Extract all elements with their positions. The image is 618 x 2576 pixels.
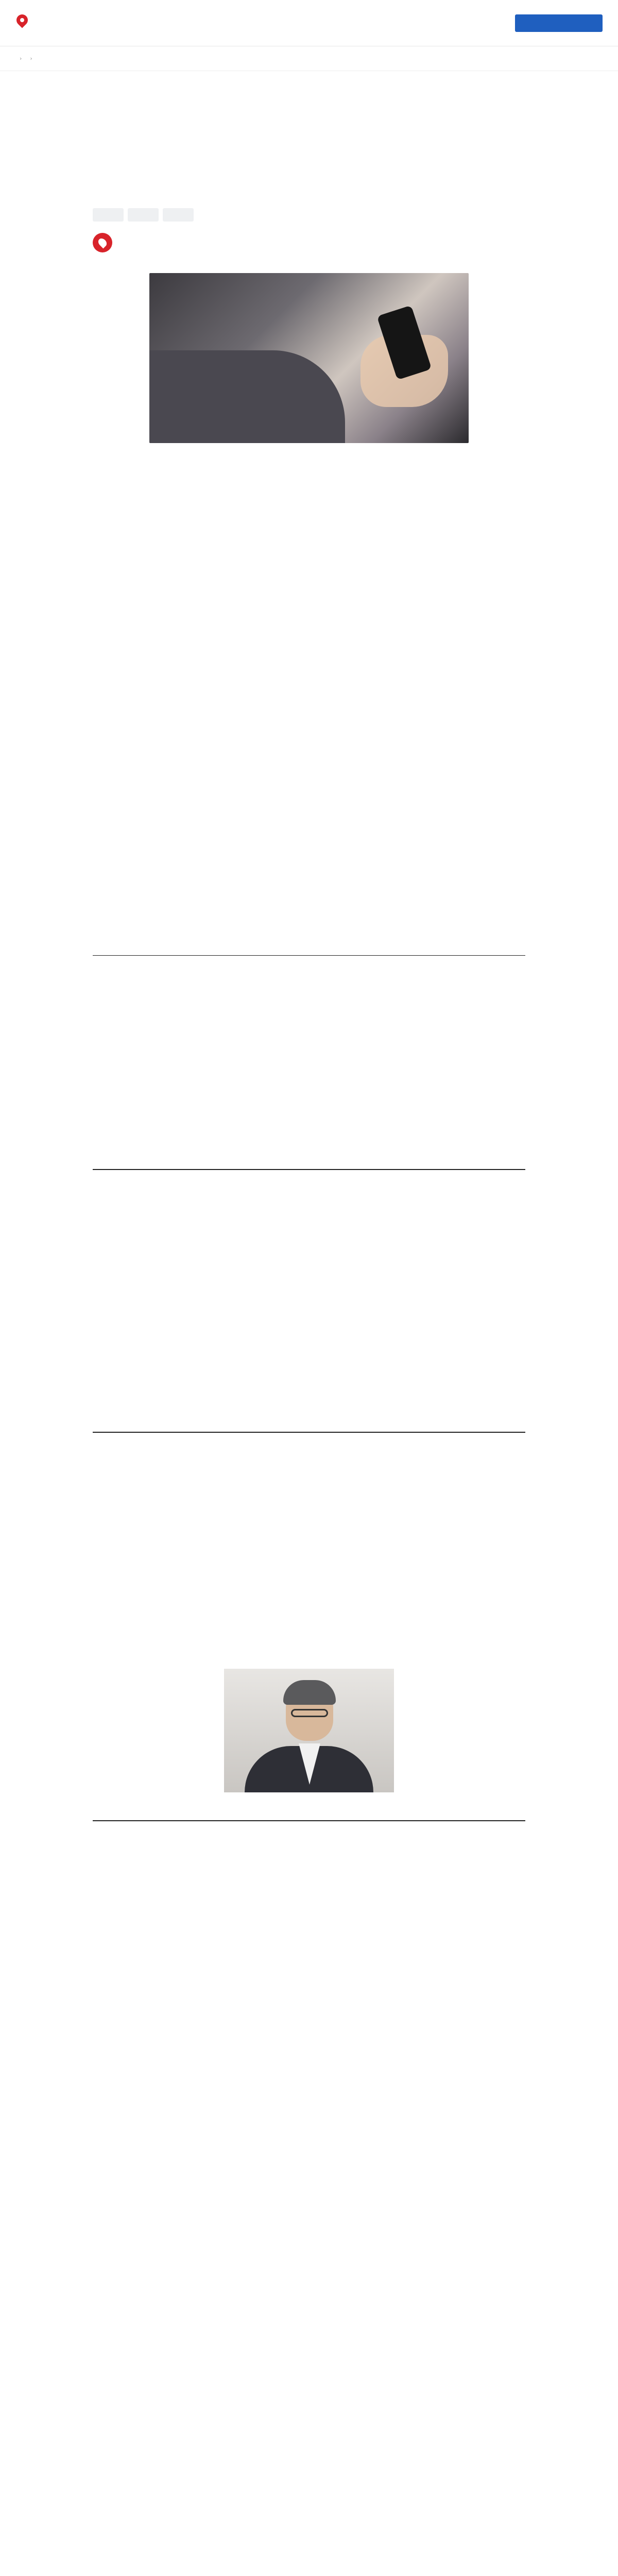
interview-question (93, 971, 525, 985)
paragraph (93, 792, 525, 846)
hero-caption (93, 448, 525, 455)
paragraph (93, 858, 525, 899)
paragraph (93, 518, 525, 558)
chevron-right-icon: › (30, 55, 32, 62)
site-logo[interactable] (15, 14, 39, 32)
interview-question (93, 1844, 525, 1857)
paragraph (93, 911, 525, 938)
article (93, 71, 525, 2118)
paragraph (93, 571, 525, 611)
paragraph (93, 1545, 525, 1599)
paragraph (93, 1245, 525, 1272)
tag-list (93, 208, 525, 222)
portrait-caption (93, 1798, 525, 1805)
hero-image (149, 273, 469, 443)
portrait-photo (224, 1669, 394, 1792)
paragraph (93, 2091, 525, 2118)
paragraph (93, 1113, 525, 1154)
paragraph (93, 1376, 525, 1416)
author-name[interactable] (118, 233, 180, 243)
header-actions (504, 14, 603, 32)
paragraph (93, 1611, 525, 1651)
section-heading (93, 1169, 525, 1181)
pin-avatar-icon (93, 233, 112, 252)
cta-button[interactable] (515, 14, 603, 32)
interview-answer (93, 1193, 525, 1233)
tag[interactable] (128, 208, 159, 222)
interview-answer (93, 1493, 525, 1533)
tag[interactable] (93, 208, 124, 222)
publish-date (118, 245, 180, 252)
paragraph (93, 1920, 525, 1974)
interview-answer (93, 740, 525, 780)
tag[interactable] (163, 208, 194, 222)
pin-logo-icon (15, 14, 29, 32)
section-heading (93, 1820, 525, 1833)
divider (93, 955, 525, 956)
article-body (93, 479, 525, 2118)
breadcrumb (0, 46, 618, 71)
paragraph (93, 479, 525, 506)
paragraph (93, 1986, 525, 2026)
paragraph (93, 2039, 525, 2079)
paragraph (93, 1047, 525, 1101)
interview-answer (93, 1868, 525, 1908)
article-title (93, 123, 525, 195)
paragraph (93, 1284, 525, 1311)
interview-question (93, 1455, 525, 1482)
site-header (0, 0, 618, 46)
interview-answer (93, 995, 525, 1035)
section-heading (93, 1432, 525, 1444)
paragraph (93, 1324, 525, 1364)
chevron-right-icon: › (20, 55, 22, 62)
paragraph (93, 623, 525, 677)
section-heading (93, 692, 525, 705)
author-block (93, 233, 525, 252)
interview-question (93, 716, 525, 730)
